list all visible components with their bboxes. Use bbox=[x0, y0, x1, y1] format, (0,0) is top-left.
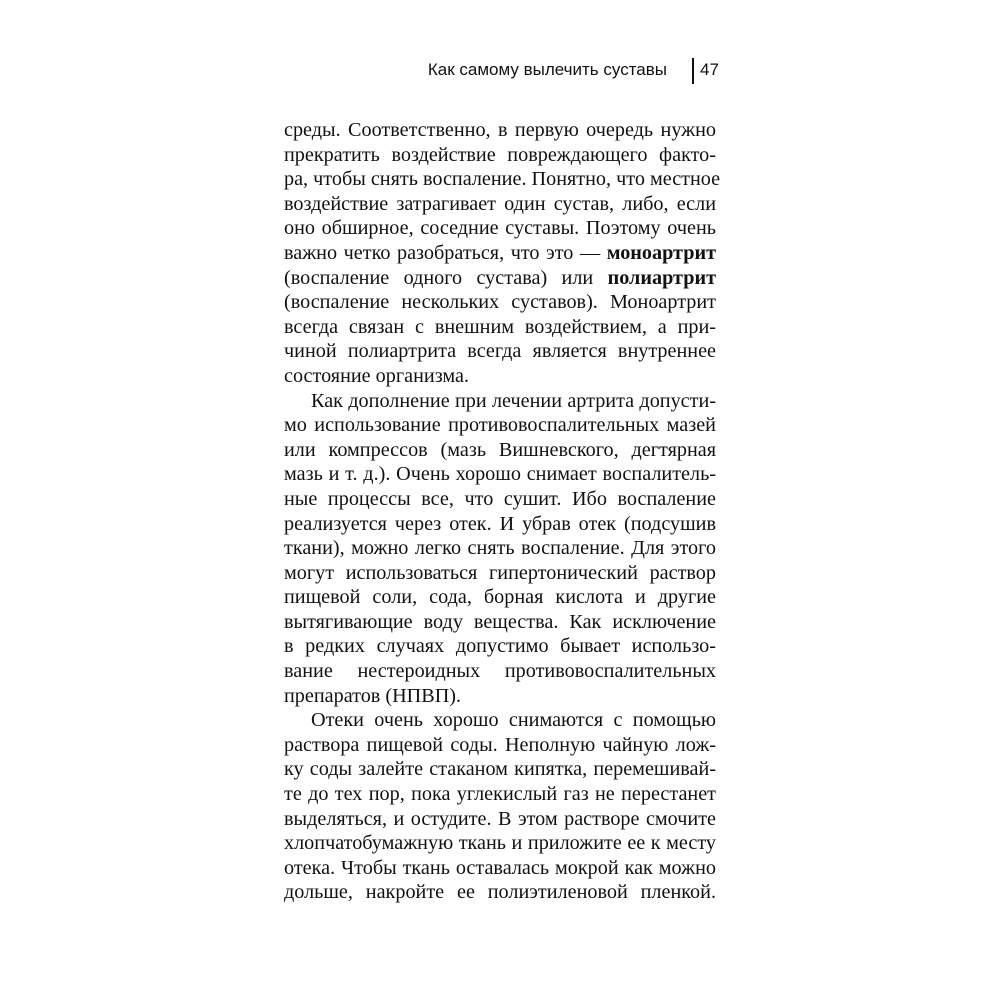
page-number: 47 bbox=[700, 60, 719, 79]
text-line: в редких случаях допустимо бывает использо- bbox=[284, 635, 716, 658]
text-line: могут использоваться гипертонический раствор bbox=[284, 561, 716, 584]
text-line: мо использование противовоспалительных мазей bbox=[284, 414, 716, 437]
text-line: дольше, накройте ее полиэтиленовой пленкой. bbox=[284, 881, 716, 904]
text-line: хлопчатобумажную ткань и приложите ее к месту bbox=[284, 832, 716, 855]
text-line: ные процессы все, что сушит. Ибо воспаление bbox=[284, 487, 716, 510]
text-line: те до тех пор, пока углекислый газ не перестанет bbox=[284, 783, 716, 806]
paragraph-1 bbox=[284, 118, 721, 389]
running-title: Как самому вылечить суставы bbox=[427, 60, 667, 79]
text-line: пищевой соли, сода, борная кислота и другие bbox=[284, 586, 716, 609]
text-line: чиной полиартрита всегда является внутреннее bbox=[284, 340, 716, 363]
text-line: прекратить воздействие повреждающего факто- bbox=[284, 143, 716, 166]
text-line: вание нестероидных противовоспалительных bbox=[284, 660, 716, 683]
paragraph-3 bbox=[284, 708, 716, 905]
body-text bbox=[284, 118, 721, 905]
text-line: или компрессов (мазь Вишневского, дегтярная bbox=[284, 438, 716, 461]
header-divider bbox=[692, 58, 694, 84]
text-line: отека. Чтобы ткань оставалась мокрой как можно bbox=[284, 856, 716, 879]
text-line: Отеки очень хорошо снимаются с помощью bbox=[311, 709, 716, 732]
text-line: состояние организма. bbox=[284, 364, 470, 387]
text-line: воздействие затрагивает один сустав, либо, если bbox=[284, 192, 716, 215]
text-line: Как дополнение при лечении артрита допусти- bbox=[311, 389, 716, 412]
text-line: оно обширное, соседние суставы. Поэтому очень bbox=[284, 217, 716, 240]
text-line: выделяться, и остудите. В этом растворе смочите bbox=[284, 807, 716, 830]
text-line: среды. Соответственно, в первую очередь нужно bbox=[284, 119, 716, 141]
term-polyarthritis: полиартрит bbox=[607, 266, 716, 289]
text-line: препаратов (НПВП). bbox=[284, 684, 462, 707]
paragraph-2 bbox=[284, 389, 716, 709]
text-line: всегда связан с внешним воздействием, а при- bbox=[284, 315, 716, 338]
text-line: вытягивающие воду вещества. Как исключение bbox=[284, 610, 716, 633]
text-line bbox=[284, 266, 716, 291]
text-segment: важно четко разобраться, что это — bbox=[284, 241, 607, 264]
text-segment: (воспаление одного сустава) или bbox=[284, 266, 608, 289]
term-monoarthritis: моноартрит bbox=[606, 241, 716, 264]
running-header bbox=[300, 58, 720, 84]
text-line: (воспаление нескольких суставов). Моноартрит bbox=[284, 291, 716, 314]
text-line: раствора пищевой соды. Неполную чайную лож- bbox=[284, 733, 716, 756]
text-line: ку соды залейте стаканом кипятка, перемешивай- bbox=[284, 758, 716, 781]
text-line: мазь и т. д.). Очень хорошо снимает воспалитель- bbox=[284, 463, 716, 486]
text-line: ра, чтобы снять воспаление. Понятно, что местное bbox=[284, 168, 721, 191]
text-line: ткани), можно легко снять воспаление. Для этого bbox=[284, 537, 716, 560]
text-line: реализуется через отек. И убрав отек (подсушив bbox=[284, 512, 716, 535]
text-line bbox=[284, 241, 716, 266]
